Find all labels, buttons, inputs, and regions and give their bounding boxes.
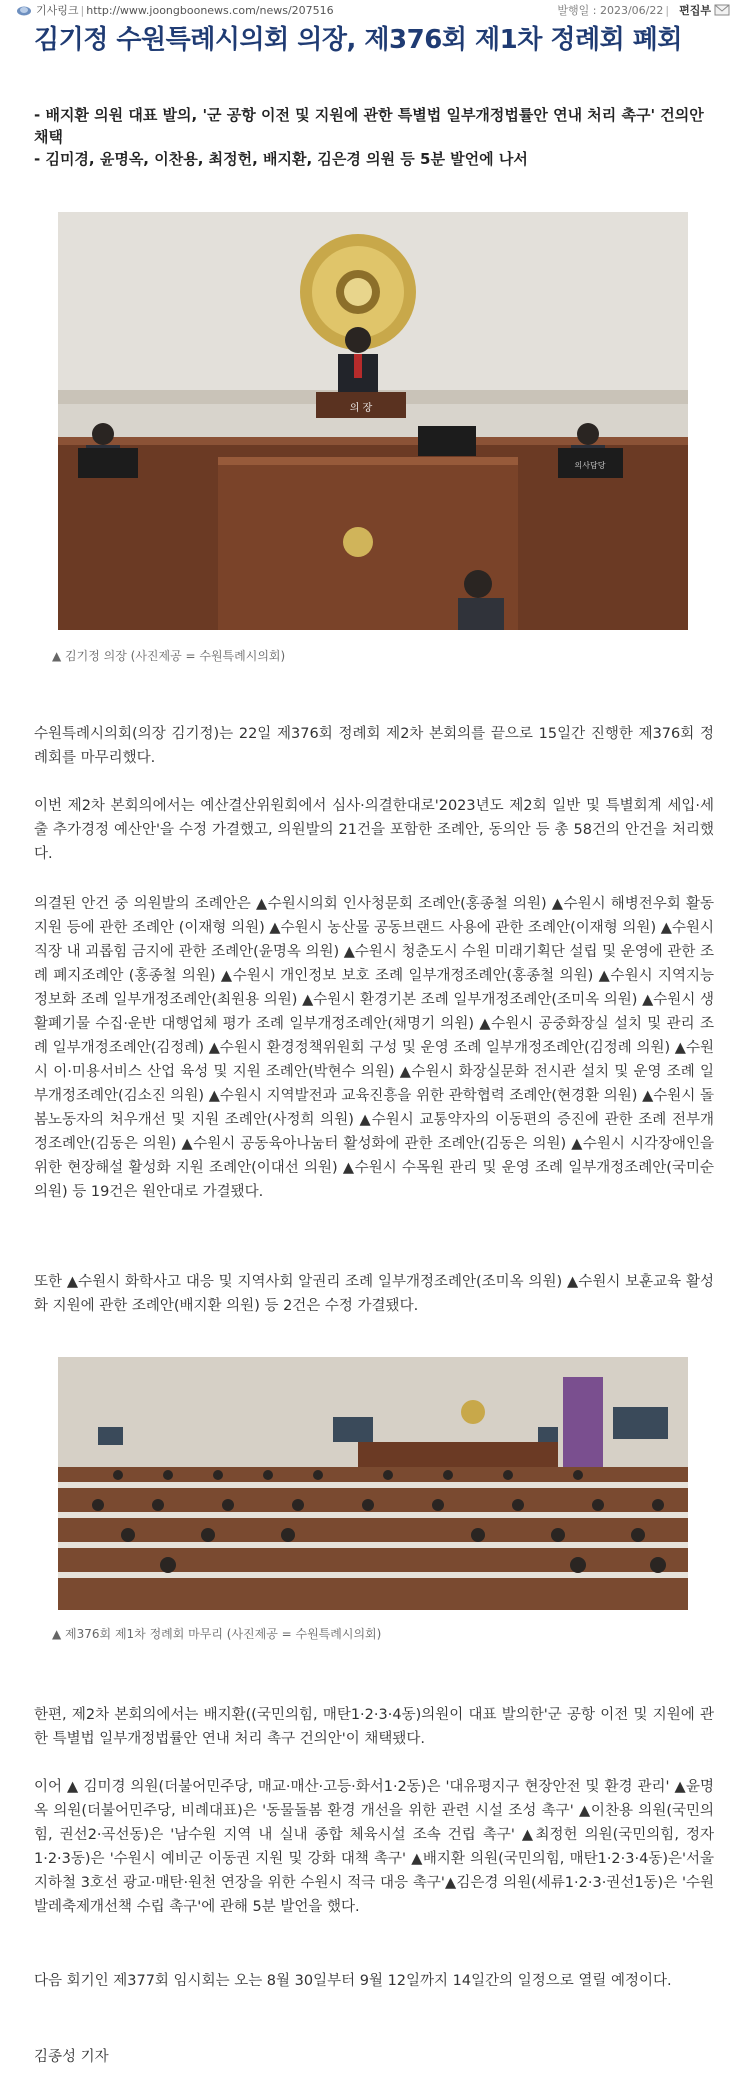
- assembly-hall-photo: [58, 1357, 688, 1610]
- photo2-caption: ▲ 제376회 제1차 정례회 마무리 (사진제공 = 수원특례시의회): [52, 1627, 382, 1641]
- article-paragraph: 또한 ▲수원시 화학사고 대응 및 지역사회 알권리 조례 일부개정조례안(조미옥 의원) ▲수원시 보훈교육 활성화 지원에 관한 조례안(배지환 의원) 등 2건은 수정 가결됐다.: [34, 1274, 714, 1314]
- photo1-caption: ▲ 김기정 의장 (사진제공 = 수원특례시의회): [52, 649, 286, 663]
- summary-line: - 김미경, 윤명옥, 이찬용, 최정헌, 배지환, 김은경 의원 등 5분 발언에 나서: [34, 150, 528, 168]
- article-paragraph: 의결된 안건 중 의원발의 조례안은 ▲수원시의회 인사청문회 조례안(홍종철 의원) ▲수원시 해병전우회 활동 지원 등에 관한 조례안 (이재형 의원) ▲수원시 농산물 공동브랜드 사용에 관한 조례안(이재형 의원) ▲수원시 직장 내 괴롭힘 금지에 관한 조례안(윤명옥 의원) ▲수원시 청춘도시 수원 미래기획단 설립 및 운영에 관한 조례 폐지조례안 (홍종철 의원) ▲수원시 개인정보 보호 조례 일부개정조례안(홍종철 의원) ▲수원시 지역지능정보화 조례 일부개정조례안(최원용 의원) ▲수원시 환경기본 조례 일부개정조례안(조미옥 의원) ▲수원시 생활폐기물 수집·운반 대행업체 평가 조례 일부개정조례안(채명기 의원) ▲수원시 공중화장실 설치 및 관리 조례 일부개정조례안(김정례) ▲수원시 환경정책위원회 구성 및 운영 조례 일부개정조례안(김정례 의원) ▲수원시 이·미용서비스 산업 육성 및 지원 조례안(박현수 의원) ▲수원시 화장실문화 전시관 설치 및 운영 조례 일부개정조례안(김소진 의원) ▲수원시 지역발전과 교육진흥을 위한 관학협력 조례안(현경환 의원) ▲수원시 돌봄노동자의 처우개선 및 지원 조례안(사정희 의원) ▲수원시 교통약자의 이동편의 증진에 관한 조례 전부개정조례안(김동은 의원) ▲수원시 공동육아나눔터 활성화에 관한 조례안(김동은 의원) ▲수원시 시각장애인을 위한 현장해설 활성화 지원 조례안(이대선 의원) ▲수원시 수목원 관리 및 운영 조례 일부개정조례안(국미순 의원) 등 19건은 원안대로 가결됐다.: [34, 896, 714, 1200]
- meta-area: 발행일 : 2023/06/22 | 편집부: [557, 2, 730, 18]
- summary-line: - 배지환 의원 대표 발의, '군 공항 이전 및 지원에 관한 특별법 일부개정법률안 연내 처리 촉구' 건의안 채택: [34, 106, 704, 146]
- department-label: 편집부: [679, 4, 711, 17]
- article-paragraph: 이어 ▲ 김미경 의원(더불어민주당, 매교·매산·고등·화서1·2동)은 '대유평지구 현장안전 및 환경 관리' ▲윤명옥 의원(더불어민주당, 비례대표)은 '동물돌봄 환경 개선을 위한 관련 시설 조성 촉구' ▲이찬용 의원(국민의힘, 권선2·곡선동)은 '남수원 지역 내 실내 종합 체육시설 조속 건립 촉구' ▲최정헌 의원(국민의힘, 정자1·2·3동)은 '수원시 예비군 이동권 지원 및 강화 대책 촉구' ▲배지환 의원(국민의힘, 매탄1·2·3·4동)은'서울지하철 3호선 광교·매탄·원천 연장을 위한 수원시 적극 대응 촉구'▲김은경 의원(세류1·2·3·권선1동)은 '수원발레축제개선책 수립 촉구'에 관해 5분 발언을 했다.: [34, 1779, 714, 1915]
- chairman-nameplate: 의 장: [349, 403, 373, 414]
- secretary-sign: 의사담당: [574, 461, 606, 470]
- top-bar: [0, 0, 744, 16]
- article-paragraph: 수원특례시의회(의장 김기정)는 22일 제376회 정례회 제2차 본회의를 끝으로 15일간 진행한 제376회 정례회를 마무리했다.: [34, 726, 714, 766]
- email-icon[interactable]: [714, 4, 730, 16]
- publish-date: 발행일 : 2023/06/22: [557, 4, 664, 17]
- article-link-label: 기사링크: [36, 4, 79, 17]
- chairman-photo: [58, 212, 688, 630]
- article-paragraph: 다음 회기인 제377회 임시회는 오는 8월 30일부터 9월 12일까지 14일간의 일정으로 열릴 예정이다.: [34, 1973, 672, 1989]
- article-paragraph: 한편, 제2차 본회의에서는 배지환((국민의힘, 매탄1·2·3·4동)의원이 대표 발의한'군 공항 이전 및 지원에 관한 특별법 일부개정법률안 연내 처리 촉구 건의안'이 채택됐다.: [34, 1707, 714, 1747]
- reporter-byline: 김종성 기자: [34, 2049, 109, 2065]
- article-link-area: 기사링크 | http://www.joongboonews.com/news/207516: [16, 2, 334, 18]
- article-url-link[interactable]: http://www.joongboonews.com/news/207516: [86, 3, 334, 17]
- link-icon: [16, 5, 32, 16]
- article-summary: [34, 104, 714, 170]
- article-paragraph: 이번 제2차 본회의에서는 예산결산위원회에서 심사·의결한대로'2023년도 제2회 일반 및 특별회계 세입·세출 추가경정 예산안'을 수정 가결했고, 의원발의 21건을 포함한 조례안, 동의안 등 총 58건의 안건을 처리했다.: [34, 798, 714, 862]
- article-title: 김기정 수원특례시의회 의장, 제376회 제1차 정례회 폐회: [34, 25, 682, 55]
